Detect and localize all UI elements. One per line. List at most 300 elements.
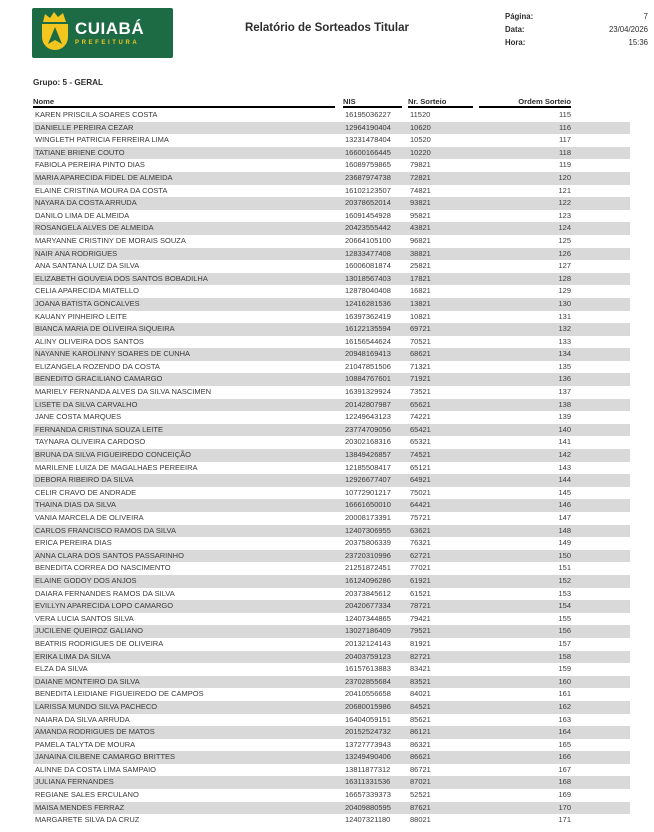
table-row [33,776,630,789]
cell-nr-sorteio: 25821 [410,261,431,271]
cell-nis: 16195036227 [345,110,391,119]
cell-ordem-sorteio: 118 [559,147,571,157]
cell-nr-sorteio: 81921 [410,638,431,648]
cell-nome: ALINY OLIVEIRA DOS SANTOS [35,336,144,346]
table-row [33,600,630,613]
cell-filler [575,474,630,487]
cell-nome: NAIR ANA RODRIGUES [35,248,118,258]
cell-filler [575,172,630,185]
cell-nr-sorteio: 86121 [410,727,431,737]
cell-filler [575,764,630,777]
cell-nr-sorteio: 61521 [410,588,431,598]
cell-nis: 20410556658 [345,689,391,699]
cell-nis: 20420677334 [345,601,391,611]
cell-nr-sorteio: 83521 [410,676,431,686]
cell-nr-sorteio: 73521 [410,387,431,397]
cell-ordem-sorteio: 136 [558,374,571,384]
cell-nome: CARLOS FRANCISCO RAMOS DA SILVA [35,525,177,535]
cell-filler [575,714,630,727]
cell-nis: 20152524732 [345,727,391,737]
cell-nr-sorteio: 93821 [410,198,431,208]
cell-nome: WINGLETH PATRICIA FERREIRA LIMA [35,135,169,145]
cell-nis: 12878040408 [345,286,391,296]
cell-ordem-sorteio: 126 [558,248,571,258]
cell-filler [575,134,630,147]
cell-filler [575,726,630,739]
table-row [33,222,630,235]
cell-nr-sorteio: 65621 [410,399,431,409]
meta-time-label: Hora: [505,38,526,47]
cell-ordem-sorteio: 147 [558,513,571,522]
cell-nr-sorteio: 63621 [410,525,431,535]
cell-ordem-sorteio: 162 [558,701,571,711]
cell-ordem-sorteio: 143 [558,462,571,472]
cell-nr-sorteio: 74821 [410,185,431,195]
cell-nome: BIANCA MARIA DE OLIVEIRA SIQUEIRA [35,324,175,334]
table-row [33,487,630,500]
cell-nome: JANAINA CILBENE CAMARGO BRITTES [35,752,176,762]
cell-nome: KAREN PRISCILA SOARES COSTA [35,110,158,119]
cell-ordem-sorteio: 121 [558,185,571,195]
table-row [33,159,630,172]
cell-nr-sorteio: 10620 [410,122,431,132]
cell-nr-sorteio: 85621 [410,714,431,724]
cell-filler [575,260,630,273]
cell-nis: 13018567403 [345,273,391,283]
cell-nis: 23687974738 [345,172,391,182]
cell-ordem-sorteio: 151 [558,563,571,573]
column-header-nome: Nome [33,96,335,108]
table-row [33,751,630,764]
cell-filler [575,739,630,752]
cell-nr-sorteio: 78721 [410,601,431,611]
cell-nr-sorteio: 86621 [410,752,431,762]
cell-ordem-sorteio: 140 [558,424,571,434]
cell-ordem-sorteio: 134 [558,349,571,359]
cell-ordem-sorteio: 160 [558,676,571,686]
cell-nome: ROSANGELA ALVES DE ALMEIDA [35,223,154,233]
table-row [33,411,630,424]
cell-ordem-sorteio: 144 [558,475,571,485]
meta-page-label: Página: [505,12,534,21]
cell-nis: 13027186409 [345,626,391,636]
logo-name: CUIABÁ [75,18,145,38]
cell-ordem-sorteio: 148 [558,525,571,535]
cell-nome: FERNANDA CRISTINA SOUZA LEITE [35,424,163,434]
table-row [33,122,630,135]
cell-nr-sorteio: 71921 [410,374,431,384]
cell-ordem-sorteio: 158 [558,651,571,661]
cell-nis: 16091454928 [345,210,391,220]
cell-filler [575,512,630,525]
cell-nis: 20680015986 [345,701,391,711]
cell-nr-sorteio: 74521 [410,450,431,460]
cell-nis: 16657339373 [345,790,391,800]
cell-nr-sorteio: 64421 [410,500,431,510]
cell-filler [575,197,630,210]
table-row [33,474,630,487]
cell-filler [575,273,630,286]
table-row [33,525,630,538]
table-row [33,311,630,324]
cell-nr-sorteio: 10220 [410,147,431,157]
cell-nr-sorteio: 79521 [410,626,431,636]
cell-nr-sorteio: 75021 [410,487,431,497]
cell-filler [575,562,630,575]
cell-nis: 16006081874 [345,261,391,271]
cell-nome: DANIELLE PEREIRA CEZAR [35,122,134,132]
cell-nis: 20409880595 [345,802,391,812]
cell-nis: 16156544624 [345,336,391,346]
cell-ordem-sorteio: 157 [558,638,571,648]
table-row [33,298,630,311]
cell-nome: ELIZABETH GOUVEIA DOS SANTOS BOBADILHA [35,273,208,283]
cell-ordem-sorteio: 129 [558,286,571,296]
cell-ordem-sorteio: 159 [558,664,571,674]
table-row [33,197,630,210]
cell-nome: DAIARA FERNANDES RAMOS DA SILVA [35,588,175,598]
cell-ordem-sorteio: 135 [558,361,571,371]
table-row [33,172,630,185]
cell-filler [575,248,630,261]
meta-page [505,10,648,23]
cell-nr-sorteio: 10520 [410,135,431,145]
cell-ordem-sorteio: 168 [558,777,571,787]
cell-nis: 12833477408 [345,248,391,258]
group-label: Grupo: 5 - GERAL [33,78,104,87]
column-header-ordem-sorteio: Ordem Sorteio [479,96,571,108]
cell-nr-sorteio: 95821 [410,210,431,220]
cell-nis: 16397362419 [345,311,391,321]
cell-nis: 23702855684 [345,676,391,686]
cell-filler [575,285,630,298]
cell-nome: DANILO LIMA DE ALMEIDA [35,210,130,220]
cell-nr-sorteio: 77021 [410,563,431,573]
cell-nome: THAINA DIAS DA SILVA [35,500,116,510]
cell-ordem-sorteio: 161 [558,689,571,699]
cell-ordem-sorteio: 119 [559,160,571,170]
cell-nome: BENEDITA CORREA DO NASCIMENTO [35,563,171,573]
cell-filler [575,311,630,324]
table-row [33,134,630,147]
cell-nome: BEATRIS RODRIGUES DE OLIVEIRA [35,638,164,648]
meta-date-value: 23/04/2026 [608,25,648,34]
cell-nome: BRUNA DA SILVA FIGUEIREDO CONCEIÇÃO [35,450,192,460]
table-row [33,260,630,273]
cell-nr-sorteio: 88021 [410,815,431,825]
report-meta [505,10,648,49]
cell-nis: 12926677407 [345,475,391,485]
page-title: Relatório de Sorteados Titular [244,22,409,34]
cell-filler [575,348,630,361]
cell-nome: TAYNARA OLIVEIRA CARDOSO [35,437,146,447]
cell-nis: 16089759865 [345,160,391,170]
cell-ordem-sorteio: 153 [558,588,571,598]
cell-nis: 12249643123 [345,412,391,422]
cell-nr-sorteio: 16821 [410,286,431,296]
table-row [33,424,630,437]
cell-nis: 21251872451 [345,563,391,573]
table-row [33,323,630,336]
cell-nis: 16122135594 [345,324,391,334]
cell-filler [575,701,630,714]
cell-ordem-sorteio: 150 [558,550,571,560]
cell-ordem-sorteio: 128 [558,273,571,283]
cell-ordem-sorteio: 115 [559,110,571,119]
cell-filler [575,651,630,664]
cell-nome: CELIR CRAVO DE ANDRADE [35,487,137,497]
cell-ordem-sorteio: 142 [558,450,571,460]
cell-ordem-sorteio: 130 [558,298,571,308]
cell-nome: DAIANE MONTEIRO DA SILVA [35,676,140,686]
table-row [33,499,630,512]
cell-nr-sorteio: 68621 [410,349,431,359]
cell-nis: 13811877312 [345,764,391,774]
cell-filler [575,638,630,651]
table-row [33,336,630,349]
cell-nis: 13249490406 [345,752,391,762]
cell-nis: 13849426857 [345,450,391,460]
cell-nome: AMANDA RODRIGUES DE MATOS [35,727,155,737]
cell-nis: 13231478404 [345,135,391,145]
cell-nome: NAYARA DA COSTA ARRUDA [35,198,137,208]
cell-nis: 13727773943 [345,739,391,749]
cell-ordem-sorteio: 156 [558,626,571,636]
table-row [33,210,630,223]
cell-nis: 16600166445 [345,147,391,157]
cell-nome: VANIA MARCELA DE OLIVEIRA [35,513,144,522]
meta-page-value: 7 [643,12,648,21]
cell-filler [575,613,630,626]
cell-nome: JANE COSTA MARQUES [35,412,122,422]
table-row [33,651,630,664]
cell-ordem-sorteio: 170 [558,802,571,812]
cell-nr-sorteio: 87021 [410,777,431,787]
cell-filler [575,462,630,475]
cell-filler [575,625,630,638]
cell-nr-sorteio: 86721 [410,764,431,774]
cell-ordem-sorteio: 122 [558,198,571,208]
cell-nome: LISETE DA SILVA CARVALHO [35,399,138,409]
cell-ordem-sorteio: 149 [558,538,571,548]
meta-time-value: 15:36 [628,38,648,47]
table-row [33,285,630,298]
cell-nis: 16157613883 [345,664,391,674]
cell-filler [575,122,630,135]
cell-ordem-sorteio: 139 [558,412,571,422]
cell-ordem-sorteio: 165 [558,739,571,749]
cell-nis: 12416281536 [345,298,391,308]
cell-ordem-sorteio: 152 [558,575,571,585]
cell-filler [575,109,630,122]
table-row [33,348,630,361]
table-row [33,726,630,739]
table-row [33,588,630,601]
cell-ordem-sorteio: 141 [558,437,571,447]
cell-nome: PAMELA TALYTA DE MOURA [35,739,136,749]
cell-ordem-sorteio: 124 [558,223,571,233]
cell-filler [575,525,630,538]
table-row [33,109,630,122]
cell-nr-sorteio: 62721 [410,550,431,560]
cell-nr-sorteio: 38821 [410,248,431,258]
cell-nis: 12185508417 [345,462,391,472]
cell-filler [575,814,630,827]
cell-nr-sorteio: 43821 [410,223,431,233]
cell-filler [575,298,630,311]
meta-date [505,23,648,36]
cell-nr-sorteio: 83421 [410,664,431,674]
cell-nome: TATIANE BRIENE COUTO [35,147,125,157]
cell-nome: ELZA DA SILVA [35,664,88,674]
cell-ordem-sorteio: 171 [558,815,571,825]
cell-nome: ELIZANGELA ROZENDO DA COSTA [35,361,160,371]
cell-filler [575,411,630,424]
cell-filler [575,373,630,386]
cell-nis: 16311331536 [345,777,391,787]
cell-nr-sorteio: 84521 [410,701,431,711]
cell-ordem-sorteio: 125 [558,235,571,245]
cell-nis: 20008173391 [345,513,391,522]
table-row [33,512,630,525]
cell-nis: 20373845612 [345,588,391,598]
cell-filler [575,600,630,613]
cell-nome: JULIANA FERNANDES [35,777,114,787]
cell-nr-sorteio: 82721 [410,651,431,661]
table-row [33,714,630,727]
cell-filler [575,776,630,789]
cell-nis: 20378652014 [345,198,391,208]
cell-nr-sorteio: 84021 [410,689,431,699]
cell-nis: 23720310996 [345,550,391,560]
table-row [33,676,630,689]
table-row [33,185,630,198]
cell-nr-sorteio: 69721 [410,324,431,334]
cell-nr-sorteio: 87621 [410,802,431,812]
cell-nis: 16404059151 [345,714,391,724]
cell-filler [575,235,630,248]
table-row [33,802,630,815]
table-row [33,562,630,575]
column-header-nr-sorteio: Nr. Sorteio [408,96,473,108]
cell-ordem-sorteio: 145 [558,487,571,497]
cell-ordem-sorteio: 133 [558,336,571,346]
cell-nis: 21047851506 [345,361,391,371]
cell-nis: 20132124143 [345,638,391,648]
cell-ordem-sorteio: 123 [558,210,571,220]
cell-nome: ERIKA LIMA DA SILVA [35,651,111,661]
cell-nome: VERA LUCIA SANTOS SILVA [35,613,134,623]
cell-nome: EVILLYN APARECIDA LOPO CAMARGO [35,601,174,611]
cell-nome: ANA SANTANA LUIZ DA SILVA [35,261,140,271]
table-body [33,109,630,827]
cell-nr-sorteio: 10821 [410,311,431,321]
cell-filler [575,222,630,235]
cell-filler [575,537,630,550]
table-row [33,273,630,286]
cell-filler [575,185,630,198]
cell-nr-sorteio: 75721 [410,513,431,522]
table-header [33,96,630,108]
table-row [33,814,630,827]
table-row [33,663,630,676]
table-row [33,625,630,638]
cell-nome: ELAINE GODOY DOS ANJOS [35,575,137,585]
cell-nr-sorteio: 71321 [410,361,431,371]
cell-filler [575,399,630,412]
table-row [33,449,630,462]
cell-ordem-sorteio: 138 [558,399,571,409]
cell-nis: 10772901217 [345,487,391,497]
cell-nome: MAISA MENDES FERRAZ [35,802,125,812]
cell-nr-sorteio: 65421 [410,424,431,434]
logo-tagline: PREFEITURA [75,39,140,46]
cell-filler [575,336,630,349]
table-row [33,701,630,714]
cell-ordem-sorteio: 127 [558,261,571,271]
cell-filler [575,323,630,336]
cell-nis: 20423555442 [345,223,391,233]
table-row [33,373,630,386]
cell-nr-sorteio: 96821 [410,235,431,245]
table-row [33,462,630,475]
cell-nis: 20302168316 [345,437,391,447]
cell-ordem-sorteio: 154 [558,601,571,611]
cell-ordem-sorteio: 155 [558,613,571,623]
cell-nr-sorteio: 61921 [410,575,431,585]
cell-nis: 12964190404 [345,122,391,132]
cell-nome: ALINNE DA COSTA LIMA SAMPAIO [35,764,157,774]
cell-filler [575,588,630,601]
cell-nr-sorteio: 65321 [410,437,431,447]
cell-nr-sorteio: 70521 [410,336,431,346]
cell-nr-sorteio: 11520 [410,110,431,119]
cell-ordem-sorteio: 131 [558,311,571,321]
cell-filler [575,159,630,172]
cell-nome: MARIA APARECIDA FIDEL DE ALMEIDA [35,172,173,182]
cell-nome: MARYANNE CRISTINY DE MORAIS SOUZA [35,235,186,245]
column-header-filler [571,96,630,108]
cell-ordem-sorteio: 116 [559,122,571,132]
cell-ordem-sorteio: 164 [558,727,571,737]
cell-nome: ERICA PEREIRA DIAS [35,538,112,548]
cell-filler [575,550,630,563]
cell-filler [575,436,630,449]
cell-nome: MARGARETE SILVA DA CRUZ [35,815,140,825]
cell-filler [575,802,630,815]
table-row [33,575,630,588]
cell-ordem-sorteio: 120 [558,172,571,182]
cell-filler [575,487,630,500]
cell-nome: JUCILENE QUEIROZ GALIANO [35,626,143,636]
cell-nome: MARIELY FERNANDA ALVES DA SILVA NASCIMEN [35,387,212,397]
cell-filler [575,688,630,701]
table-row [33,739,630,752]
cell-nis: 20948169413 [345,349,391,359]
cell-nis: 23774709056 [345,424,391,434]
cell-nome: BENEDITO GRACILIANO CAMARGO [35,374,163,384]
cell-nis: 12407306955 [345,525,391,535]
cell-filler [575,361,630,374]
cell-nome: DEBORA RIBEIRO DA SILVA [35,475,134,485]
cell-filler [575,663,630,676]
cell-nr-sorteio: 86321 [410,739,431,749]
cell-nr-sorteio: 76321 [410,538,431,548]
cell-filler [575,499,630,512]
cell-nome: NAYANNE KAROLINNY SOARES DE CUNHA [35,349,191,359]
cell-nome: CELIA APARECIDA MIATELLO [35,286,139,296]
cell-ordem-sorteio: 169 [558,790,571,800]
